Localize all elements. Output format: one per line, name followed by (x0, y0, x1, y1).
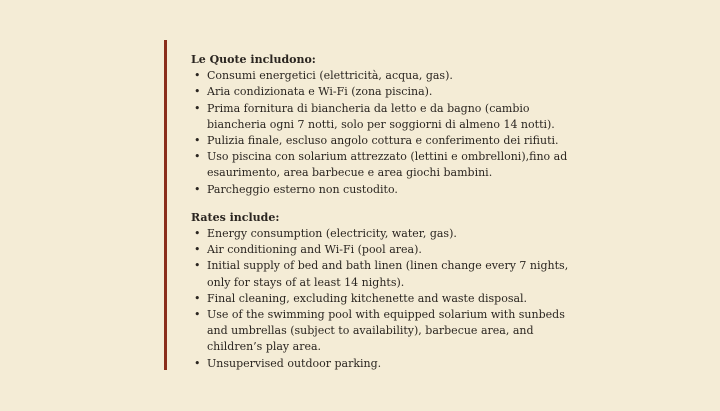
section-title-english: Rates include: (191, 210, 280, 224)
list-item: • Prima fornitura di biancheria da letto e da bagno (cambio biancheria ogni 7 notti, solo per soggiorni di almeno 14 notti). (194, 101, 555, 131)
list-item: • Consumi energetici (elettricità, acqua, gas). (191, 68, 581, 84)
bullet-icon: • (194, 308, 201, 322)
bullet-icon: • (194, 356, 201, 370)
bullet-icon: • (194, 227, 201, 241)
section-title-italian: Le Quote includono: (191, 53, 316, 66)
bullet-icon: • (194, 150, 201, 164)
list-item: • Final cleaning, excluding kitchenette and waste disposal. (191, 291, 581, 307)
list-item: • Initial supply of bed and bath linen (linen change every 7 nights, only for stays of at least 14 nights). (194, 259, 569, 289)
list-item: • Pulizia finale, escluso angolo cottura e conferimento dei rifiuti. (191, 133, 581, 149)
list-item: • Unsupervised outdoor parking. (191, 356, 581, 372)
bullet-icon: • (194, 243, 201, 257)
list-item: • Air conditioning and Wi-Fi (pool area). (191, 242, 581, 258)
bullet-icon: • (194, 69, 201, 83)
item-list-english (191, 226, 581, 372)
list-item: • Energy consumption (electricity, water, gas). (191, 226, 581, 242)
list-item: • Parcheggio esterno non custodito. (191, 182, 581, 198)
section-italian (191, 52, 581, 198)
item-list-italian (191, 68, 581, 198)
bullet-icon: • (194, 134, 201, 148)
accent-divider (164, 40, 167, 370)
bullet-icon: • (194, 85, 201, 99)
bullet-icon: • (194, 259, 201, 273)
bullet-icon: • (194, 101, 201, 115)
list-item: • Use of the swimming pool with equipped solarium with sunbeds and umbrellas (subject to availability), barbecue area, and children’s play area. (194, 308, 565, 354)
rates-content (191, 52, 581, 372)
bullet-icon: • (194, 182, 201, 196)
section-english (191, 210, 581, 372)
list-item: • Uso piscina con solarium attrezzato (lettini e ombrelloni),fino ad esaurimento, area barbecue e area giochi bambini. (194, 150, 568, 180)
list-item: • Aria condizionata e Wi-Fi (zona piscina). (191, 84, 581, 100)
bullet-icon: • (194, 291, 201, 305)
